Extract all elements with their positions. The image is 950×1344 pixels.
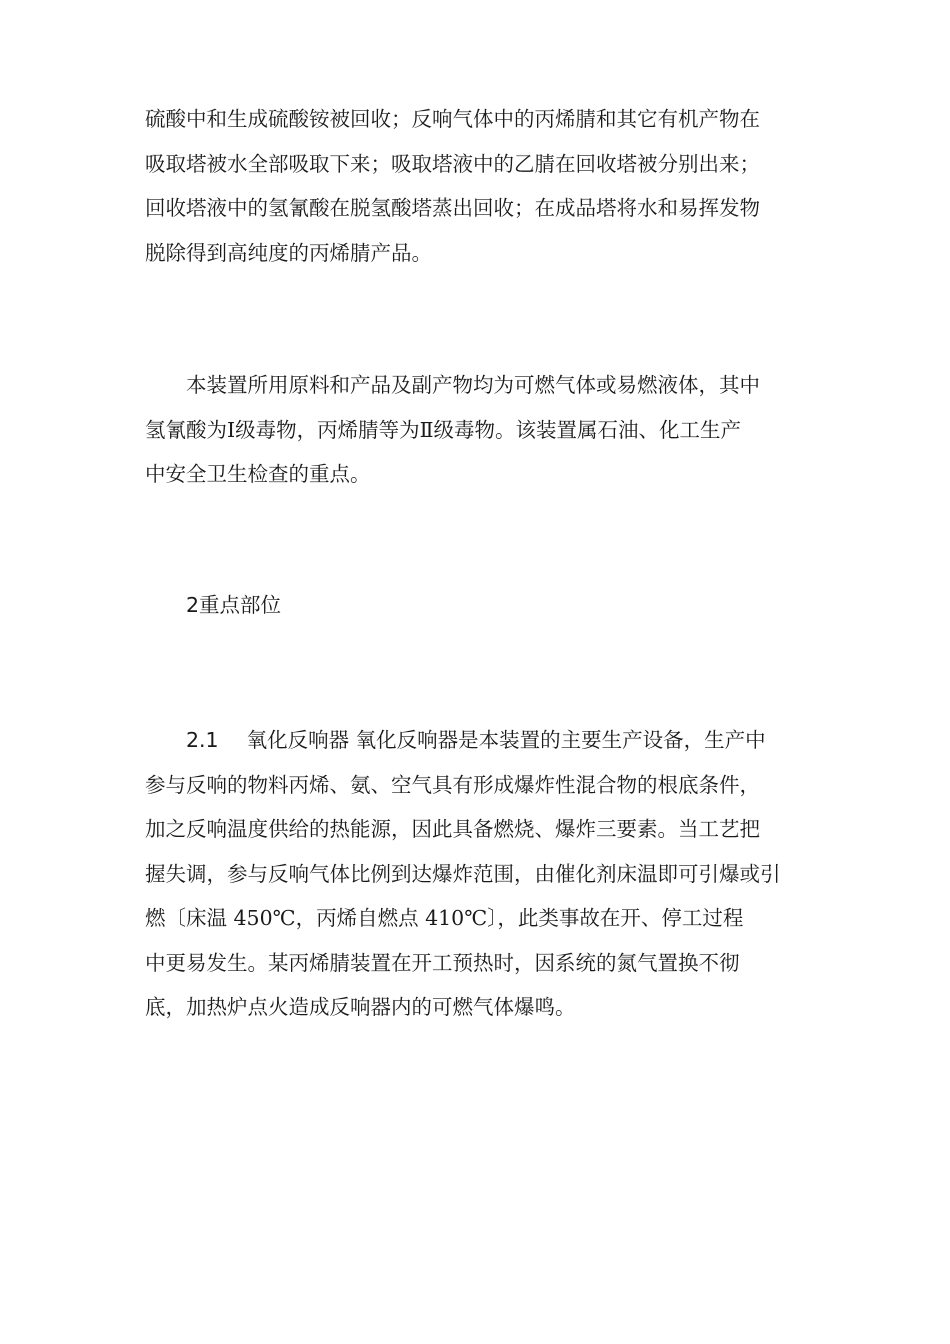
text-line: 氢氰酸为Ⅰ级毒物，丙烯腈等为Ⅱ级毒物。该装置属石油、化工生产: [145, 417, 742, 442]
paragraph-hazard-overview: [145, 363, 820, 497]
section-title: 重点部位: [199, 593, 282, 617]
text-line: 握失调，参与反响气体比例到达爆炸范围，由催化剂床温即可引爆或引: [145, 861, 781, 886]
text-line: 脱除得到高纯度的丙烯腈产品。: [145, 240, 432, 265]
text-line: 底，加热炉点火造成反响器内的可燃气体爆鸣。: [145, 995, 576, 1019]
text-line: 中安全卫生检查的重点。: [145, 462, 371, 486]
paragraph-process-description: [145, 97, 820, 275]
text-line: 吸取塔被水全部吸取下来；吸取塔液中的乙腈在回收塔被分别出来；: [145, 151, 760, 176]
text-line: [145, 718, 820, 763]
section-number: 2: [186, 593, 200, 617]
text-line: 参与反响的物料丙烯、氨、空气具有形成爆炸性混合物的根底条件，: [145, 772, 760, 797]
text-line-content: 氧化反响器 氧化反响器是本装置的主要生产设备，生产中: [246, 728, 766, 752]
subsection-number: 2.1: [186, 728, 219, 752]
paragraph-oxidation-reactor: [145, 718, 820, 1030]
text-line: 硫酸中和生成硫酸铵被回收；反响气体中的丙烯腈和其它有机产物在: [145, 107, 760, 131]
text-line: 本装置所用原料和产品及副产物均为可燃气体或易燃液体，其中: [186, 373, 760, 397]
section-heading: [186, 583, 281, 628]
text-line: 燃〔床温 450℃，丙烯自燃点 410℃〕，此类事故在开、停工过程: [145, 906, 744, 930]
text-line: 回收塔液中的氢氰酸在脱氢酸塔蒸出回收；在成品塔将水和易挥发物: [145, 196, 760, 220]
text-line: 加之反响温度供给的热能源，因此具备燃烧、爆炸三要素。当工艺把: [145, 817, 760, 841]
text-line: 中更易发生。某丙烯腈装置在开工预热时，因系统的氮气置换不彻: [145, 950, 740, 975]
